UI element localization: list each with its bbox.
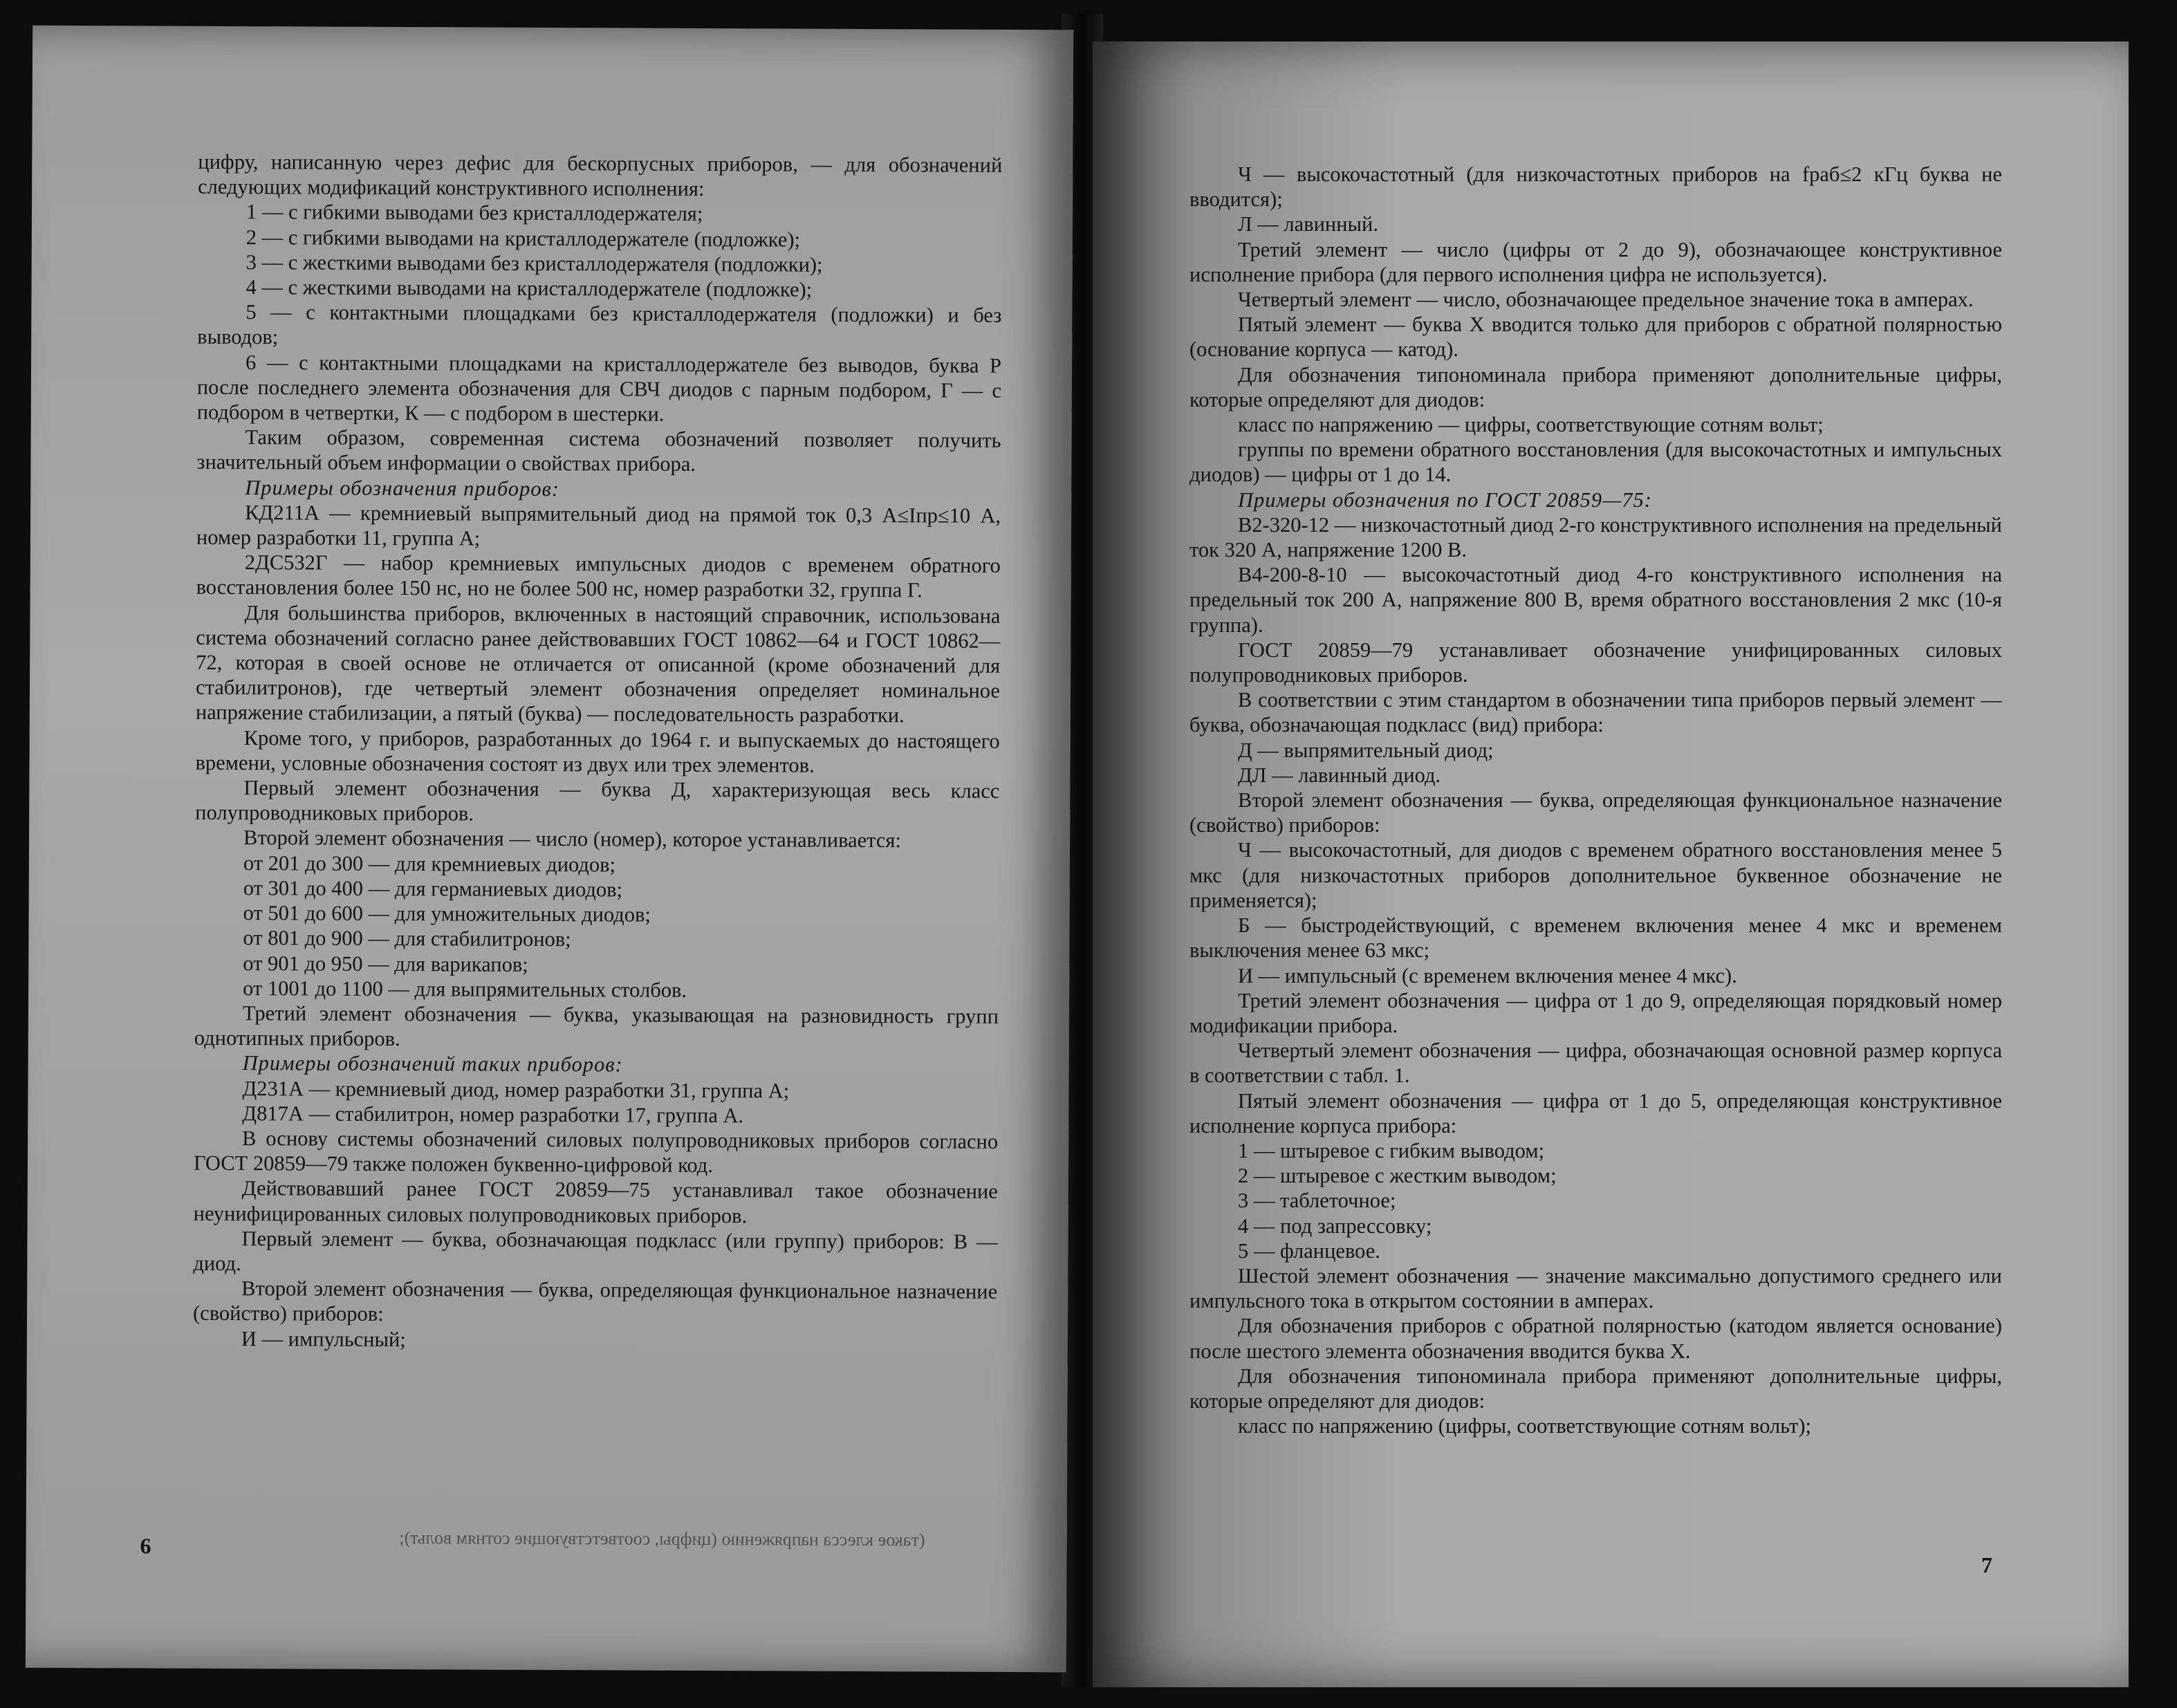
right-page — [1093, 41, 2129, 1687]
text-line: от 901 до 950 — для варикапов; — [243, 951, 528, 976]
text-line: В соответствии с этим стандартом в обозначении типа приборов первый элемент — буква, обозначающая подкласс (вид) прибора: — [1189, 688, 2002, 737]
text-line: от 301 до 400 — для германиевых диодов; — [243, 875, 623, 902]
text-line: ДЛ — лавинный диод. — [1238, 763, 1441, 787]
text-line: Четвертый элемент обозначения — цифра, обозначающая основной размер корпуса в соответствии с табл. 1. — [1189, 1039, 2002, 1088]
text-line: группы по времени обратного восстановления (для высокочастотных и импульсных диодов) — цифры от 1 до 14. — [1189, 438, 2002, 487]
text-line: от 501 до 600 — для умножительных диодов; — [243, 901, 651, 927]
text-line: цифру, написанную через дефис для бескорпусных приборов, — для обозначений следующих модификаций конструктивного исполнения: — [198, 149, 1003, 201]
left-page-text — [193, 149, 1003, 1355]
text-line: от 201 до 300 — для кремниевых диодов; — [243, 851, 616, 877]
text-line: В4-200-8-10 — высокочастотный диод 4-го конструктивного исполнения на предельный ток 200 А, напряжение 800 В, время обратного восстановления 2 мкс (10-я группа). — [1189, 563, 2002, 637]
text-line: класс по напряжению — цифры, соответствующие сотням вольт; — [1238, 413, 1824, 437]
text-line: 2 — штыревое с жестким выводом; — [1238, 1164, 1557, 1188]
text-line: Ч — высокочастотный (для низкочастотных приборов на fраб≤2 кГц буква не вводится); — [1189, 163, 2002, 212]
text-line: 4 — с жесткими выводами на кристаллодержателе (подложке); — [246, 275, 813, 301]
text-line: Третий элемент обозначения — цифра от 1 до 9, определяющая порядковый номер модификации прибора. — [1189, 988, 2002, 1037]
text-line: В2-320-12 — низкочастотный диод 2-го конструктивного исполнения на предельный ток 320 А, напряжение 1200 В. — [1189, 512, 2002, 562]
page-number: 7 — [1981, 1552, 1992, 1577]
text-line: 3 — с жесткими выводами без кристаллодержателя (подложки); — [246, 250, 823, 277]
text-line: Третий элемент — число (цифры от 2 до 9), обозначающее конструктивное исполнение прибора (для первого исполнения цифра не используется). — [1189, 237, 2002, 286]
text-line: И — импульсный (с временем включения менее 4 мкс). — [1238, 963, 1737, 987]
text-line: Б — быстродействующий, с временем включения менее 4 мкс и временем выключения менее 63 мкс; — [1189, 913, 2002, 963]
text-line: 3 — таблеточное; — [1238, 1189, 1396, 1213]
text-line: 2ДС532Г — набор кремниевых импульсных диодов с временем обратного восстановления более 150 нс, но не более 500 нс, номер разработки 32, группа Г. — [196, 550, 1001, 602]
text-line: 5 — с контактными площадками без кристаллодержателя (подложки) и без выводов; — [197, 300, 1002, 349]
text-line: 5 — фланцевое. — [1238, 1238, 1380, 1263]
text-line: И — импульсный; — [241, 1326, 406, 1351]
right-page-text — [1189, 162, 2002, 1438]
text-line: 6 — с контактными площадками на кристаллодержателе без выводов, буква Р после последнего элемента обозначения для СВЧ диодов с парным подбором, Г — с подбором в четвертки, К — с подбором в шестерки. — [196, 350, 1002, 426]
text-line: Для большинства приборов, включенных в настоящий справочник, использована система обозначений согласно ранее действовавших ГОСТ 10862—64 и ГОСТ 10862—72, которая в своей основе не отличается от описанной (кроме обозначений для стабилитронов), где четвертый элемент обозначения определяет номинальное напряжение стабилизации, а пятый (буква) — последовательность разработки. — [195, 600, 1001, 727]
text-line: Для обозначения типономинала прибора применяют дополнительные цифры, которые определяют для диодов: — [1189, 1364, 2002, 1413]
text-line: Второй элемент обозначения — буква, определяющая функциональное назначение (свойство) приборов: — [192, 1277, 998, 1326]
text-line: Шестой элемент обозначения — значение максимально допустимого среднего или импульсного тока в открытом состоянии в амперах. — [1189, 1263, 2002, 1313]
text-line: 2 — с гибкими выводами на кристаллодержателе (подложке); — [246, 225, 801, 252]
text-line: Д — выпрямительный диод; — [1238, 738, 1494, 762]
text-line: от 1001 до 1100 — для выпрямительных столбов. — [243, 976, 687, 1002]
text-line: Примеры обозначения приборов: — [245, 475, 560, 501]
text-line: Пятый элемент — буква Х вводится только для приборов с обратной полярностью (основание корпуса — катод). — [1189, 313, 2002, 362]
bleed-through-text: (такое клесса напряжению (цифры, соответствующие сотням вольт); — [399, 1528, 925, 1550]
text-line: ГОСТ 20859—79 устанавливает обозначение унифицированных силовых полупроводниковых приборов. — [1189, 638, 2002, 687]
text-line: Третий элемент обозначения — буква, указывающая на разновидность групп однотипных приборов. — [194, 1001, 999, 1051]
text-line: Д231А — кремниевый диод, номер разработки 31, группа А; — [242, 1076, 790, 1103]
text-line: Второй элемент обозначения — число (номер), которое устанавливается: — [243, 826, 902, 853]
text-line: от 801 до 900 — для стабилитронов; — [243, 926, 571, 952]
text-line: Пятый элемент обозначения — цифра от 1 до 5, определяющая конструктивное исполнение корпуса прибора: — [1189, 1088, 2002, 1138]
text-line: класс по напряжению (цифры, соответствующие сотням вольт); — [1238, 1414, 1811, 1438]
text-line: Второй элемент обозначения — буква, определяющая функциональное назначение (свойство) приборов: — [1189, 788, 2002, 837]
text-line: В основу системы обозначений силовых полупроводниковых приборов согласно ГОСТ 20859—79 также положен буквенно-цифровой код. — [193, 1126, 999, 1178]
text-line: Примеры обозначений таких приборов: — [242, 1051, 623, 1077]
text-line: 1 — с гибкими выводами без кристаллодержателя; — [246, 200, 703, 226]
text-line: Для обозначения типономинала прибора применяют дополнительные цифры, которые определяют для диодов: — [1189, 362, 2002, 411]
text-line: Действовавший ранее ГОСТ 20859—75 устанавливал такое обозначение неунифицированных силовых полупроводниковых приборов. — [193, 1176, 998, 1227]
text-line: Ч — высокочастотный, для диодов с временем обратного восстановления менее 5 мкс (для низкочастотных приборов дополнительное буквенное обозначение не применяется); — [1189, 838, 2002, 912]
text-line: Д817А — стабилитрон, номер разработки 17, группа А. — [242, 1101, 744, 1127]
left-page — [26, 26, 1073, 1673]
text-line: КД211А — кремниевый выпрямительный диод на прямой ток 0,3 А≤Iпр≤10 А, номер разработки 11, группа А; — [196, 500, 1001, 550]
text-line: Кроме того, у приборов, разработанных до 1964 г. и выпускаемых до настоящего времени, условные обозначения состоят из двух или трех элементов. — [195, 725, 1000, 777]
text-line: Для обозначения приборов с обратной полярностью (катодом является основание) после шестого элемента обозначения вводится буква Х. — [1189, 1314, 2002, 1363]
text-line: Первый элемент — буква, обозначающая подкласс (или группу) приборов: В — диод. — [193, 1226, 998, 1275]
text-line: Первый элемент обозначения — буква Д, характеризующая весь класс полупроводниковых приборов. — [195, 776, 1000, 826]
text-line: Четвертый элемент — число, обозначающее предельное значение тока в амперах. — [1238, 288, 1974, 312]
text-line: Примеры обозначения по ГОСТ 20859—75: — [1238, 488, 1652, 512]
text-line: Л — лавинный. — [1238, 212, 1379, 236]
text-line: 1 — штыревое с гибким выводом; — [1238, 1138, 1545, 1162]
text-line: Таким образом, современная система обозначений позволяет получить значительный объем информации о свойствах прибора. — [196, 425, 1001, 476]
page-number: 6 — [140, 1533, 151, 1559]
text-line: 4 — под запрессовку; — [1238, 1214, 1432, 1238]
